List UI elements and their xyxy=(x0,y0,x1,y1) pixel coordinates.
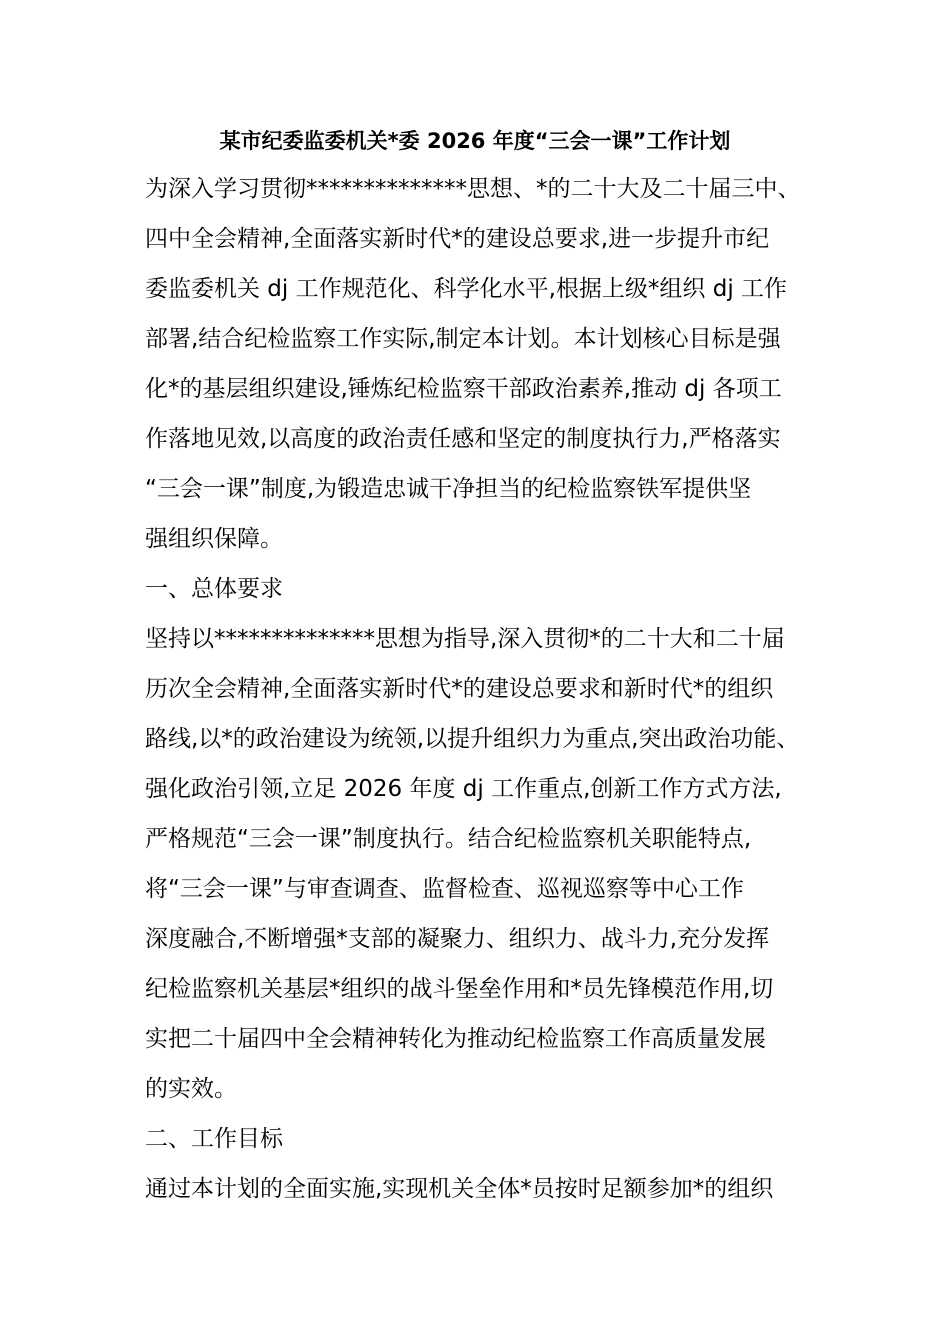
text-line: 严格规范“三会一课”制度执行。结合纪检监察机关职能特点, xyxy=(145,826,752,852)
section-heading: 二、工作目标 xyxy=(145,1126,283,1152)
text-line: 四中全会精神,全面落实新时代*的建设总要求,进一步提升市纪 xyxy=(145,226,770,252)
text-line: 深度融合,不断增强*支部的凝聚力、组织力、战斗力,充分发挥 xyxy=(145,926,770,952)
text-line: “三会一课”制度,为锻造忠诚干净担当的纪检监察铁军提供坚 xyxy=(145,476,752,502)
text-line: 坚持以**************思想为指导,深入贯彻*的二十大和二十届 xyxy=(145,626,785,652)
text-line: 委监委机关 dj 工作规范化、科学化水平,根据上级*组织 dj 工作 xyxy=(145,276,788,302)
text-line: 将“三会一课”与审查调查、监督检查、巡视巡察等中心工作 xyxy=(145,876,744,902)
text-line: 路线,以*的政治建设为统领,以提升组织力为重点,突出政治功能、 xyxy=(145,726,800,752)
section-heading: 一、总体要求 xyxy=(145,576,283,602)
text-line: 作落地见效,以高度的政治责任感和坚定的制度执行力,严格落实 xyxy=(145,426,781,452)
text-line: 为深入学习贯彻**************思想、*的二十大及二十届三中、 xyxy=(145,176,801,202)
text-line: 的实效。 xyxy=(145,1076,237,1102)
text-line: 强组织保障。 xyxy=(145,526,283,552)
text-line: 通过本计划的全面实施,实现机关全体*员按时足额参加*的组织 xyxy=(145,1176,774,1202)
text-line: 部署,结合纪检监察工作实际,制定本计划。本计划核心目标是强 xyxy=(145,326,781,352)
text-line: 纪检监察机关基层*组织的战斗堡垒作用和*员先锋模范作用,切 xyxy=(145,976,774,1002)
text-line: 化*的基层组织建设,锤炼纪检监察干部政治素养,推动 dj 各项工 xyxy=(145,376,782,402)
text-line: 强化政治引领,立足 2026 年度 dj 工作重点,创新工作方式方法, xyxy=(145,776,782,802)
document-title: 某市纪委监委机关*委 2026 年度“三会一课”工作计划 xyxy=(219,129,731,153)
text-line: 实把二十届四中全会精神转化为推动纪检监察工作高质量发展 xyxy=(145,1026,766,1052)
text-line: 历次全会精神,全面落实新时代*的建设总要求和新时代*的组织 xyxy=(145,676,774,702)
